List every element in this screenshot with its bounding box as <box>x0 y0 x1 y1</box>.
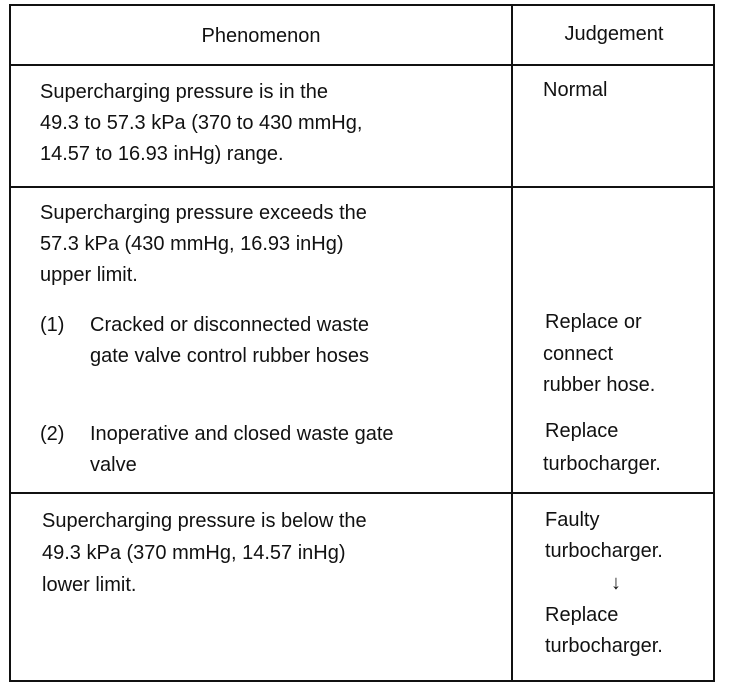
header-divider <box>11 64 713 66</box>
column-divider <box>511 6 513 680</box>
item-1-judgement-line2: connect <box>543 343 614 365</box>
row1-phenomenon-line2: 49.3 to 57.3 kPa (370 to 430 mmHg, <box>40 112 363 134</box>
row2-phenomenon-line2: 57.3 kPa (430 mmHg, 16.93 inHg) <box>40 233 344 255</box>
item-1-judgement-line3: rubber hose. <box>543 374 656 396</box>
row3-judgement-after-line2: turbocharger. <box>545 635 663 657</box>
row1-judgement: Normal <box>543 79 608 101</box>
row2-phenomenon-line1: Supercharging pressure exceeds the <box>40 202 367 224</box>
row-divider-2 <box>11 492 713 494</box>
row3-judgement-line2: turbocharger. <box>545 540 663 562</box>
row1-phenomenon-line1: Supercharging pressure is in the <box>40 81 328 103</box>
item-1-text-line2: gate valve control rubber hoses <box>90 345 370 367</box>
row1-phenomenon-line3: 14.57 to 16.93 inHg) range. <box>40 143 284 165</box>
item-2-text-line2: valve <box>90 454 137 476</box>
item-2-number: (2) <box>40 423 65 445</box>
arrow-down-icon: ↓ <box>611 572 621 594</box>
item-2-judgement-line1: Replace <box>545 420 619 442</box>
row3-phenomenon-line3: lower limit. <box>42 574 137 596</box>
item-2-judgement-line2: turbocharger. <box>543 453 661 475</box>
row3-phenomenon-line1: Supercharging pressure is below the <box>42 510 367 532</box>
item-1-text-line1: Cracked or disconnected waste <box>90 314 370 336</box>
item-2-text-line1: Inoperative and closed waste gate <box>90 423 394 445</box>
row2-item-1 <box>40 310 500 372</box>
row2-item-2 <box>40 419 500 481</box>
row-divider-1 <box>11 186 713 188</box>
item-1-number: (1) <box>40 314 65 336</box>
header-phenomenon: Phenomenon <box>201 25 321 47</box>
row3-judgement-after-line1: Replace <box>545 604 619 626</box>
row3-phenomenon-line2: 49.3 kPa (370 mmHg, 14.57 inHg) <box>42 542 346 564</box>
header-judgement: Judgement <box>564 23 664 45</box>
row2-phenomenon-line3: upper limit. <box>40 264 138 286</box>
diagnosis-table <box>9 4 715 682</box>
row3-judgement-line1: Faulty <box>545 509 600 531</box>
item-1-judgement-line1: Replace or <box>545 311 642 333</box>
